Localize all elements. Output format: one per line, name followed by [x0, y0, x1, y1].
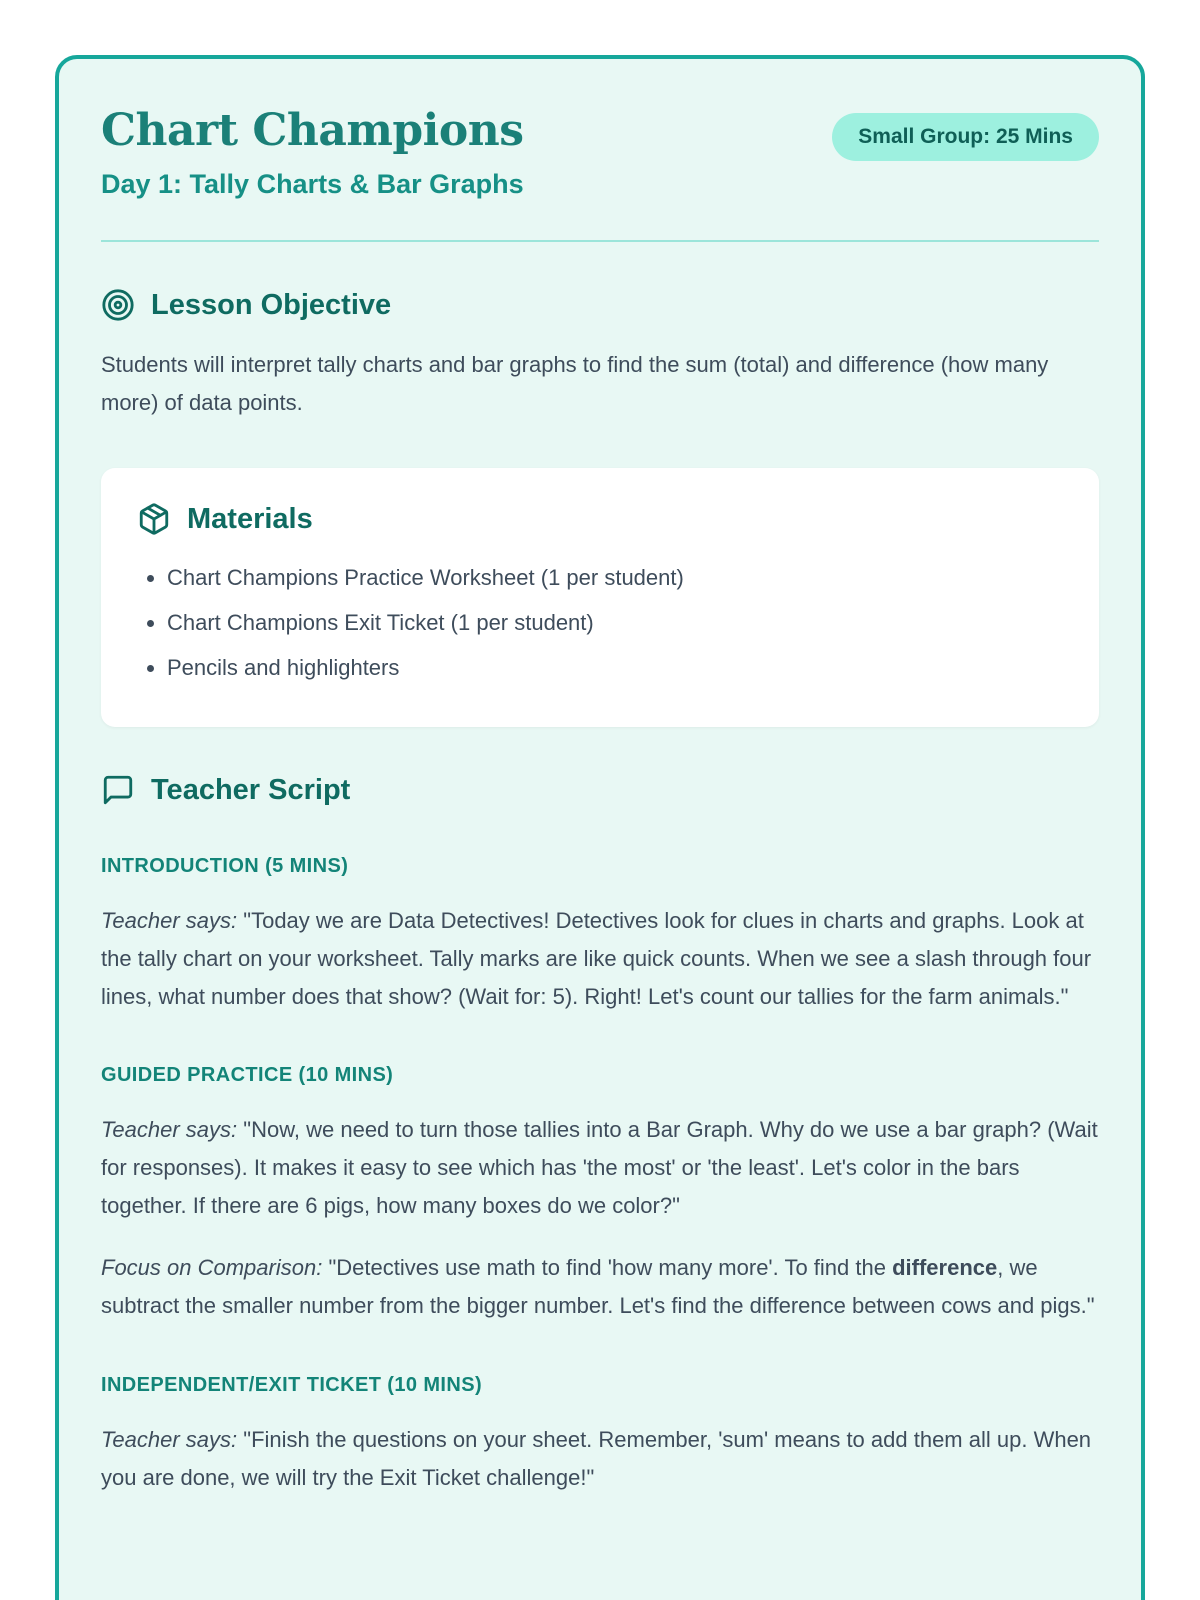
lesson-objective-heading-label: Lesson Objective — [151, 288, 392, 321]
lesson-plan-card — [55, 55, 1145, 1600]
page-subtitle: Day 1: Tally Charts & Bar Graphs — [101, 169, 524, 200]
focus-text-before: "Detectives use math to find 'how many more'. To find the — [328, 1255, 893, 1281]
focus-bold-word: difference — [892, 1255, 998, 1281]
materials-item: • Chart Champions Practice Worksheet (1 per student) — [167, 562, 1063, 594]
introduction-paragraph — [101, 902, 1099, 1016]
guided-practice-text: "Now, we need to turn those tallies into a Bar Graph. Why do we use a bar graph? (Wait for responses). It makes it easy to see which has 'the most' or 'the least'. Let's color in the bars together. If there are 6 pigs, how many boxes do we color?" — [101, 1117, 1098, 1219]
materials-item: • Chart Champions Exit Ticket (1 per student) — [167, 607, 1063, 639]
target-icon — [101, 288, 135, 322]
exit-ticket-heading: INDEPENDENT/EXIT TICKET (10 MINS) — [101, 1373, 483, 1396]
speech-bubble-icon — [101, 773, 135, 807]
materials-heading — [137, 502, 1063, 536]
header-titles — [101, 107, 524, 200]
header-divider — [101, 240, 1099, 242]
teacher-script-section — [101, 773, 1099, 1496]
exit-ticket-paragraph — [101, 1421, 1099, 1497]
header — [101, 107, 1099, 200]
materials-item: • Pencils and highlighters — [167, 652, 1063, 684]
lesson-objective-heading — [101, 288, 1099, 322]
teacher-says-label: Teacher says: — [101, 1117, 238, 1143]
exit-ticket-text: "Finish the questions on your sheet. Remember, 'sum' means to add them all up. When you are done, we will try the Exit Ticket challenge!" — [101, 1426, 1092, 1490]
teacher-says-label: Teacher says: — [101, 908, 238, 934]
lesson-objective-section — [101, 288, 1099, 422]
materials-card — [101, 468, 1099, 727]
teacher-script-heading — [101, 773, 1099, 807]
page-title: Chart Champions — [101, 105, 524, 156]
teacher-says-label: Teacher says: — [101, 1426, 238, 1452]
lesson-objective-text: Students will interpret tally charts and bar graphs to find the sum (total) and difference (how many more) of data points. — [101, 352, 1049, 416]
package-icon — [137, 502, 171, 536]
duration-badge: Small Group: 25 Mins — [832, 113, 1099, 161]
focus-text-after: , we subtract the smaller number from the bigger number. Let's find the difference between cows and pigs." — [101, 1255, 1095, 1319]
teacher-script-heading-label: Teacher Script — [151, 773, 351, 806]
guided-practice-paragraph — [101, 1111, 1099, 1225]
materials-list — [137, 562, 1063, 684]
focus-on-comparison-paragraph — [101, 1249, 1099, 1325]
materials-heading-label: Materials — [187, 502, 313, 535]
guided-practice-heading: GUIDED PRACTICE (10 MINS) — [101, 1064, 394, 1087]
introduction-text: "Today we are Data Detectives! Detectives look for clues in charts and graphs. Look at the tally chart on your worksheet. Tally marks are like quick counts. When we see a slash through four lines, what number does that show? (Wait for: 5). Right! Let's count our tallies for the farm animals." — [101, 908, 1092, 1010]
introduction-heading: INTRODUCTION (5 MINS) — [101, 855, 349, 878]
focus-label: Focus on Comparison: — [101, 1255, 323, 1281]
